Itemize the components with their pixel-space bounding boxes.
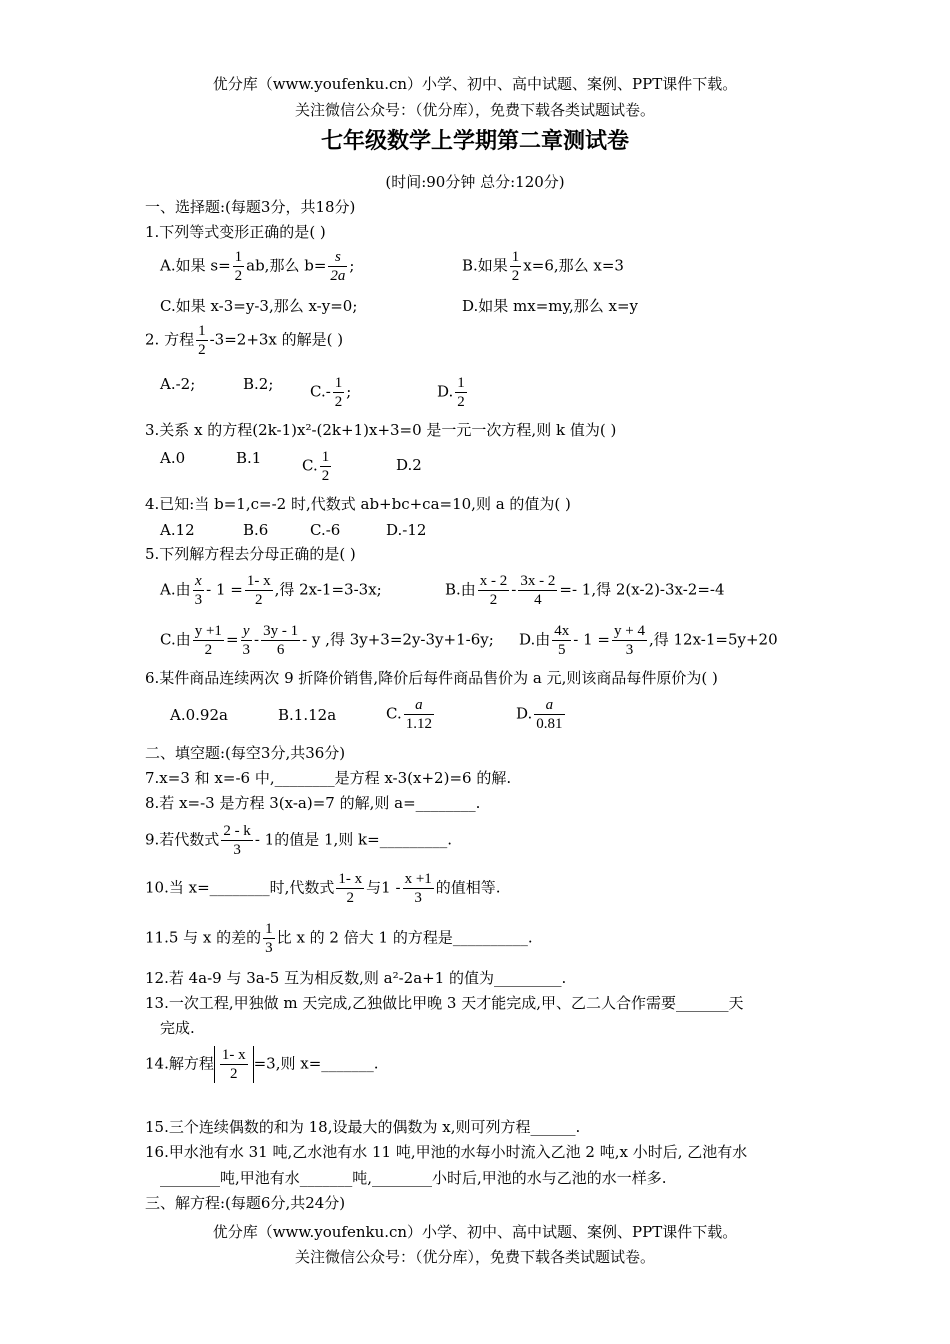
header-line-1: 优分库（www.youfenku.cn）小学、初中、高中试题、案例、PPT课件下载。 bbox=[212, 75, 738, 93]
q12: 12.若 4a-9 与 3a-5 互为相反数,则 a²-2a+1 的值为_________. bbox=[145, 969, 567, 987]
q5-option-a: A.由 $\frac{x}{3}$ - 1 = $\frac{1- x}{2}$ ,得 2x-1=3-3x; bbox=[160, 573, 382, 608]
q7: 7.x=3 和 x=-6 中,________是方程 x-3(x+2)=6 的解. bbox=[145, 769, 512, 787]
q2-option-c: C.- $\frac{1}{2}$ ; bbox=[310, 375, 352, 410]
q3-stem: 3.关系 x 的方程(2k-1)x²-(2k+1)x+3=0 是一元一次方程,则 k 值为( ) bbox=[145, 421, 617, 439]
q2-option-d: D. $\frac{1}{2}$ bbox=[437, 375, 465, 410]
q6-option-d: D. $\frac{a}{0.81}$ bbox=[516, 697, 563, 732]
q4-stem: 4.已知:当 b=1,c=-2 时,代数式 ab+bc+ca=10,则 a 的值为( ) bbox=[145, 495, 571, 513]
q13-line-2: 完成. bbox=[160, 1019, 195, 1037]
section-3-heading: 三、解方程:(每题6分,共24分) bbox=[145, 1194, 346, 1212]
footer-line-2: 关注微信公众号：（优分库），免费下载各类试题试卷。 bbox=[294, 1248, 655, 1266]
q1-option-b: B.如果 $\frac{1}{2}$ x=6,那么 x=3 bbox=[462, 249, 624, 284]
q1-option-a: A.如果 s= $\frac{1}{2}$ ab,那么 b= $\frac{s}{2a}$ ; bbox=[160, 249, 355, 284]
q15: 15.三个连续偶数的和为 18,设最大的偶数为 x,则可列方程______. bbox=[145, 1118, 581, 1136]
q1-stem: 1.下列等式变形正确的是( ) bbox=[145, 223, 326, 241]
header-line-2: 关注微信公众号：（优分库），免费下载各类试题试卷。 bbox=[294, 101, 655, 119]
footer-line-1: 优分库（www.youfenku.cn）小学、初中、高中试题、案例、PPT课件下载。 bbox=[212, 1223, 738, 1241]
q3-option-d: D.2 bbox=[396, 456, 422, 474]
section-2-heading: 二、填空题:(每空3分,共36分) bbox=[145, 744, 346, 762]
q5-option-b: B.由 $\frac{x - 2}{2}$ - $\frac{3x - 2}{4}$ =- 1,得 2(x-2)-3x-2=-4 bbox=[445, 573, 725, 608]
q6-stem: 6.某件商品连续两次 9 折降价销售,降价后每件商品售价为 a 元,则该商品每件原价为( ) bbox=[145, 669, 718, 687]
q14: 14.解方程 $\frac{1- x}{2}$ =3,则 x=_______. bbox=[145, 1047, 379, 1082]
q11: 11.5 与 x 的差的 $\frac{1}{3}$ 比 x 的 2 倍大 1 的方程是__________. bbox=[145, 921, 533, 956]
q16-line-1: 16.甲水池有水 31 吨,乙水池有水 11 吨,甲池的水每小时流入乙池 2 吨,x 小时后, 乙池有水 bbox=[145, 1143, 748, 1161]
q2-stem: 2. 方程 $\frac{1}{2}$ -3=2+3x 的解是( ) bbox=[145, 323, 344, 358]
q2-option-a: A.-2; bbox=[160, 375, 196, 393]
q6-option-c: C. $\frac{a}{1.12}$ bbox=[386, 697, 432, 732]
q5-option-c: C.由 $\frac{y +1}{2}$ = $\frac{y}{3}$ - $\frac{3y - 1}{6}$ - y ,得 3y+3=2y-3y+1-6y; bbox=[160, 623, 494, 658]
q10: 10.当 x=________时,代数式 $\frac{1- x}{2}$ 与1 - $\frac{x +1}{3}$ 的值相等. bbox=[145, 871, 501, 906]
q16-line-2: ________吨,甲池有水_______吨,________小时后,甲池的水与乙池的水一样多. bbox=[160, 1169, 667, 1187]
section-1-heading: 一、选择题:(每题3分，共18分) bbox=[145, 198, 356, 216]
q4-option-a: A.12 bbox=[160, 521, 195, 539]
q2-option-b: B.2; bbox=[243, 375, 274, 393]
q3-option-c: C. $\frac{1}{2}$ bbox=[302, 449, 330, 484]
q1-option-d: D.如果 mx=my,那么 x=y bbox=[462, 297, 639, 315]
q6-option-b: B.1.12a bbox=[278, 706, 337, 724]
q1-option-c: C.如果 x-3=y-3,那么 x-y=0; bbox=[160, 297, 358, 315]
q5-stem: 5.下列解方程去分母正确的是( ) bbox=[145, 545, 356, 563]
q3-option-b: B.1 bbox=[236, 449, 262, 467]
q4-option-c: C.-6 bbox=[310, 521, 341, 539]
q5-option-d: D.由 $\frac{4x}{5}$ - 1 = $\frac{y + 4}{3}$ ,得 12x-1=5y+20 bbox=[519, 623, 778, 658]
q6-option-a: A.0.92a bbox=[170, 706, 228, 724]
q4-option-b: B.6 bbox=[243, 521, 269, 539]
q4-option-d: D.-12 bbox=[386, 521, 427, 539]
page-subtitle: (时间:90分钟 总分:120分) bbox=[385, 173, 565, 191]
q3-option-a: A.0 bbox=[160, 449, 186, 467]
q9: 9.若代数式 $\frac{2 - k}{3}$ - 1的值是 1,则 k=_________. bbox=[145, 823, 452, 858]
page-title: 七年级数学上学期第二章测试卷 bbox=[320, 129, 629, 154]
q13-line-1: 13.一次工程,甲独做 m 天完成,乙独做比甲晚 3 天才能完成,甲、乙二人合作需要_______天 bbox=[145, 994, 744, 1012]
q8: 8.若 x=-3 是方程 3(x-a)=7 的解,则 a=________. bbox=[145, 794, 481, 812]
